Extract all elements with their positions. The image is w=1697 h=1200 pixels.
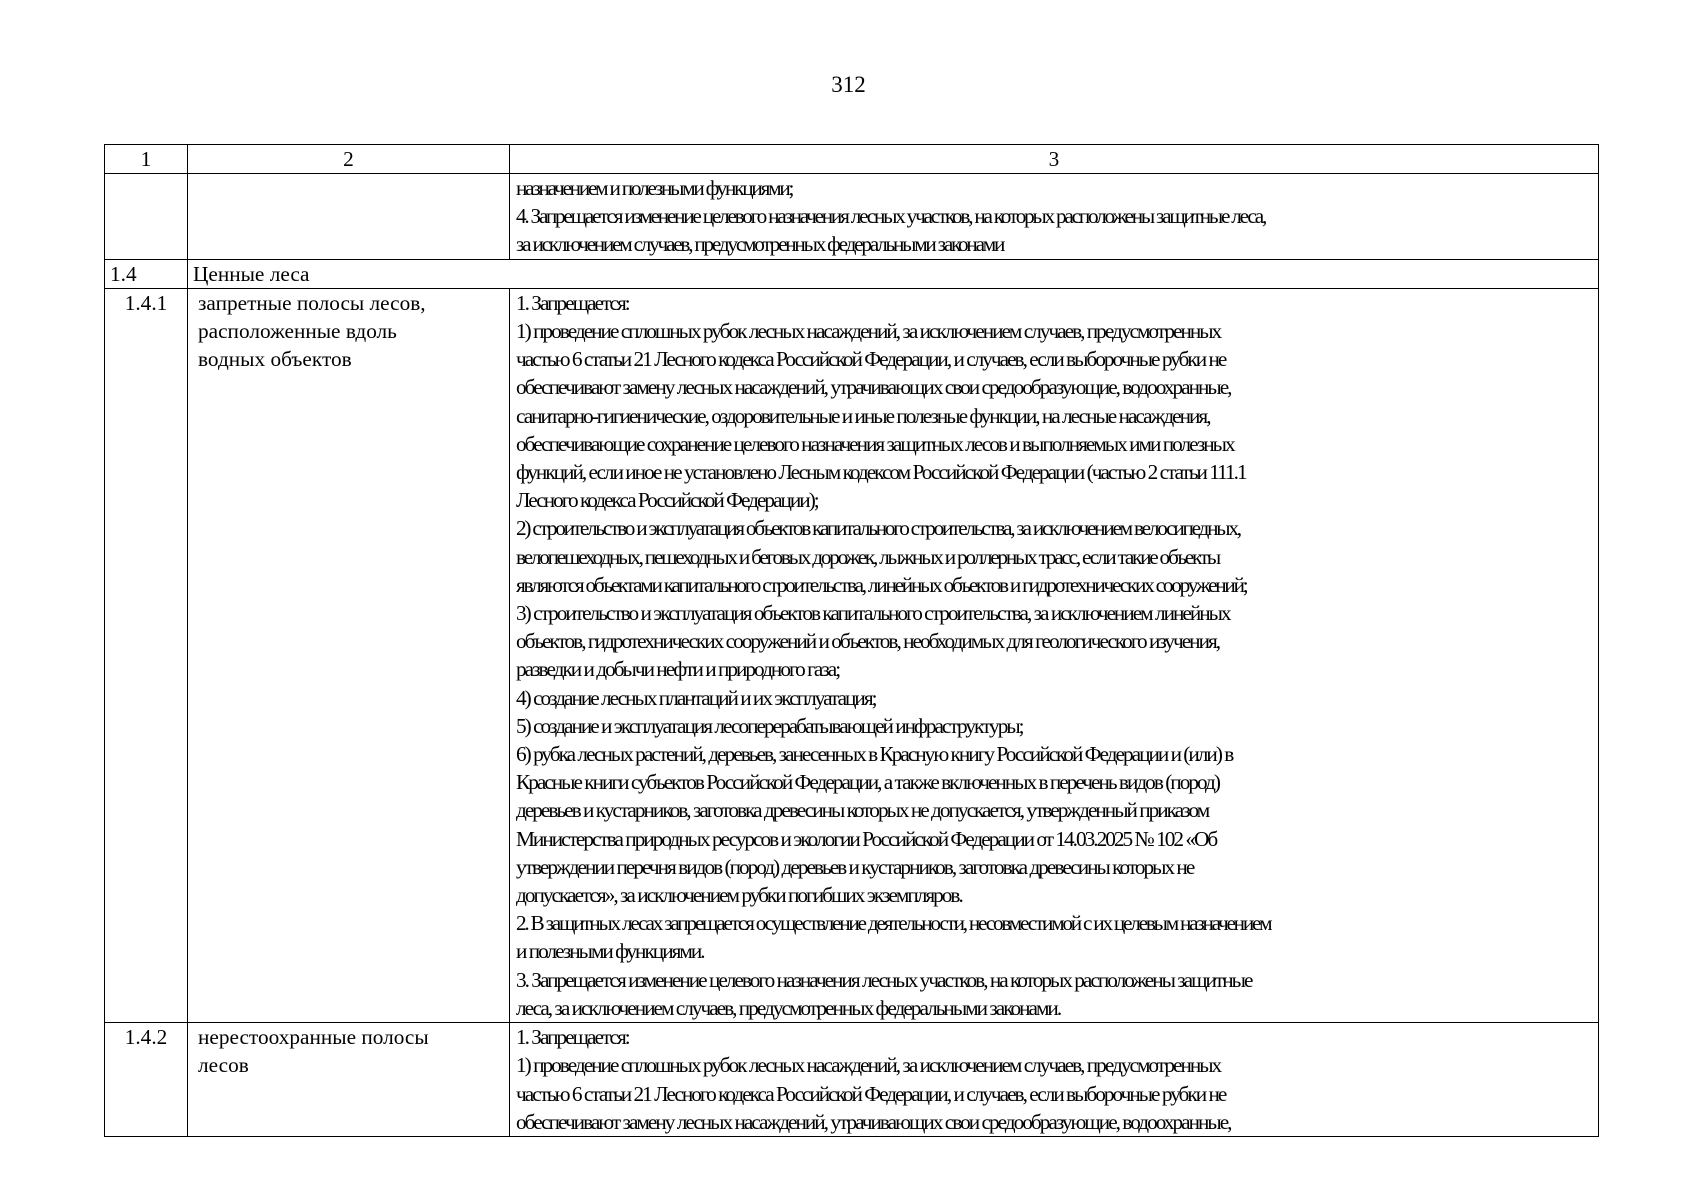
text-line: назначением и полезными функциями;: [516, 176, 793, 200]
name-line: расположенные вдоль: [198, 319, 397, 344]
text-line: обеспечивающие сохранение целевого назначения защитных лесов и выполняемых ими полезных: [516, 431, 1234, 456]
text-line: функций, если иное не установлено Лесным кодексом Российской Федерации (частью 2 статьи 111.1: [516, 460, 1246, 485]
text-line: за исключением случаев, предусмотренных федеральными законами: [516, 232, 1004, 257]
text-line: 6) рубка лесных растений, деревьев, занесенных в Красную книгу Российской Федерации и (или) в: [516, 742, 1233, 767]
text-line: 4) создание лесных плантаций и их эксплуатация;: [516, 685, 876, 710]
table-row-1-4-2: [105, 1023, 1599, 1137]
text-line: допускается», за исключением рубки погибших экземпляров.: [516, 883, 962, 908]
text-line: 4. Запрещается изменение целевого назначения лесных участков, на которых расположены защитные леса,: [516, 204, 1266, 229]
header-col-3: 3: [510, 145, 1599, 174]
name-line: нерестоохранные полосы: [198, 1025, 429, 1050]
row-number-cell: [105, 174, 188, 260]
text-line: леса, за исключением случаев, предусмотренных федеральными законами.: [516, 995, 1061, 1020]
text-line: 1) проведение сплошных рубок лесных насаждений, за исключением случаев, предусмотренных: [516, 319, 1221, 344]
name-line: запретные полосы лесов,: [198, 290, 426, 315]
text-line: 3) строительство и эксплуатация объектов капитального строительства, за исключением линейных: [516, 601, 1230, 626]
table-header-row: [105, 145, 1599, 174]
text-line: Красные книги субъектов Российской Федерации, а также включенных в перечень видов (пород): [516, 770, 1219, 795]
text-line: и полезными функциями.: [516, 939, 704, 964]
row-text-cell: [510, 174, 1599, 260]
text-line: 5) создание и эксплуатация лесоперерабатывающей инфраструктуры;: [516, 713, 1023, 738]
text-line: обеспечивают замену лесных насаждений, утрачивающих свои средообразующие, водоохранные,: [516, 1109, 1231, 1134]
text-line: частью 6 статьи 21 Лесного кодекса Российской Федерации, и случаев, если выборочные рубки не: [516, 347, 1226, 372]
text-line: санитарно-гигиенические, оздоровительные и иные полезные функции, на лесные насаждения,: [516, 403, 1210, 428]
row-name-cell: [188, 174, 510, 260]
section-title: Ценные леса: [188, 259, 1599, 288]
text-line: велопешеходных, пешеходных и беговых дорожек, лыжных и роллерных трасс, если такие объекты: [516, 544, 1219, 569]
page-number: 312: [831, 72, 866, 97]
row-name-cell: [188, 288, 510, 1022]
text-line: Министерства природных ресурсов и экологии Российской Федерации от 14.03.2025 № 102 «Об: [516, 826, 1217, 851]
text-line: 2. В защитных лесах запрещается осуществление деятельности, несовместимой с их целевым назначением: [516, 911, 1271, 936]
text-line: являются объектами капитального строительства, линейных объектов и гидротехнических сооружений;: [516, 572, 1247, 597]
name-line: водных объектов: [198, 347, 352, 372]
text-line: 2) строительство и эксплуатация объектов капитального строительства, за исключением велосипедных,: [516, 516, 1240, 541]
row-text-cell: [510, 1023, 1599, 1137]
regulations-table: [104, 144, 1599, 1137]
row-name-cell: [188, 1023, 510, 1137]
text-line: 1) проведение сплошных рубок лесных насаждений, за исключением случаев, предусмотренных: [516, 1053, 1221, 1078]
text-line: утверждении перечня видов (пород) деревьев и кустарников, заготовка древесины которых не: [516, 854, 1194, 879]
row-text-cell: [510, 288, 1599, 1022]
text-line: 3. Запрещается изменение целевого назначения лесных участков, на которых расположены защитные: [516, 967, 1252, 992]
text-line: Лесного кодекса Российской Федерации);: [516, 488, 818, 513]
table-row-1-4-1: [105, 288, 1599, 1022]
text-line: 1. Запрещается:: [516, 290, 629, 315]
text-line: объектов, гидротехнических сооружений и объектов, необходимых для геологического изучения,: [516, 629, 1220, 654]
text-line: частью 6 статьи 21 Лесного кодекса Российской Федерации, и случаев, если выборочные рубки не: [516, 1081, 1226, 1106]
name-line: лесов: [198, 1053, 249, 1078]
table-row-1-4: [105, 259, 1599, 288]
text-line: разведки и добычи нефти и природного газа;: [516, 657, 840, 682]
text-line: 1. Запрещается:: [516, 1025, 629, 1050]
row-number-cell: 1.4.2: [105, 1023, 188, 1137]
text-line: деревьев и кустарников, заготовка древесины которых не допускается, утвержденный приказом: [516, 798, 1209, 823]
header-col-1: 1: [105, 145, 188, 174]
text-line: обеспечивают замену лесных насаждений, утрачивающих свои средообразующие, водоохранные,: [516, 375, 1231, 400]
table-row-continuation: [105, 174, 1599, 260]
row-number-cell: 1.4.1: [105, 288, 188, 1022]
header-col-2: 2: [188, 145, 510, 174]
row-number-cell: 1.4: [105, 259, 188, 288]
